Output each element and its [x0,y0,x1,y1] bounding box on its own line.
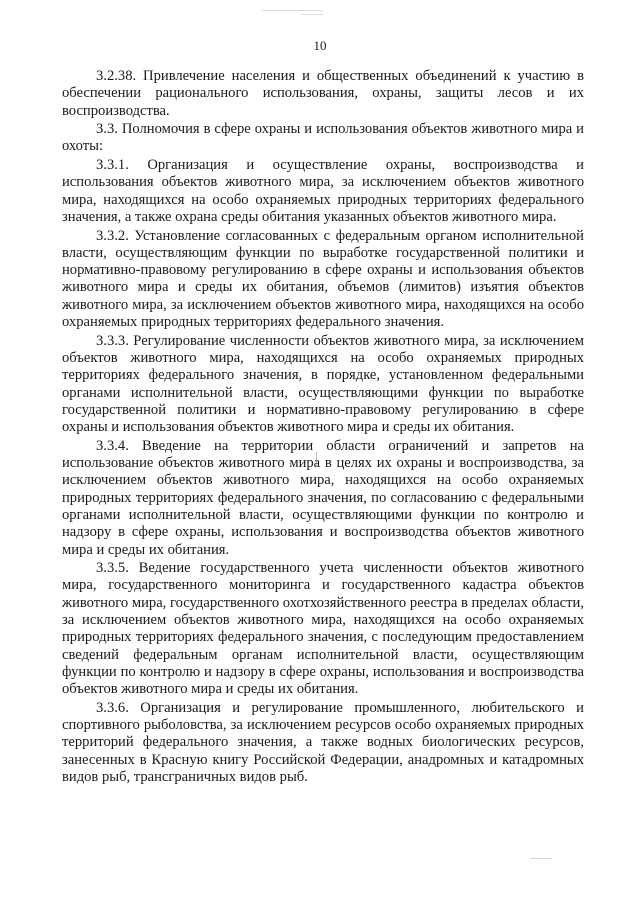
paragraph-3-2-38: 3.2.38. Привлечение населения и общественных объединений к участию в обеспечении рационального использования, охраны, защиты лесов и их воспроизводства. [62,68,584,119]
paragraph-3-3-3: 3.3.3. Регулирование численности объектов животного мира, за исключением объектов животного мира, находящихся на особо охраняемых природных территориях федерального значения, в порядке, установленном федеральными органами исполнительной власти, осуществляющими функции по выработке государственной политики и нормативно-правовому регулированию в сфере охраны и использования объектов животного мира и среды их обитания. [62,332,584,436]
document-body [62,68,584,786]
scan-speck-top [300,14,324,15]
paragraph-3-3-6: 3.3.6. Организация и регулирование промышленного, любительского и спортивного рыболовства, за исключением ресурсов особо охраняемых природных территорий федерального значения, а также водных биологических ресурсов, занесенных в Красную книгу Российской Федерации, анадромных и катадромных видов рыб, трансграничных видов рыб. [62,699,584,785]
paragraph-3-3-5: 3.3.5. Ведение государственного учета численности объектов животного мира, государственного мониторинга и государственного кадастра объектов животного мира, государственного охотхозяйственного реестра в пределах области, за исключением объектов животного мира, находящихся на особо охраняемых природных территориях федерального значения, с последующим предоставлением сведений федеральным органам исполнительной власти, осуществляющим функции по контролю и надзору в сфере охраны, использования и воспроизводства объектов животного мира и среды их обитания. [62,560,584,698]
paragraph-3-3-2: 3.3.2. Установление согласованных с федеральным органом исполнительной власти, осуществляющим функции по выработке государственной политики и нормативно-правовому регулированию в сфере охраны и использования объектов животного мира и среды их обитания, объемов (лимитов) изъятия объектов животного мира, за исключением объектов животного мира, находящихся на особо охраняемых природных территориях федерального значения. [62,227,584,331]
paragraph-3-3: 3.3. Полномочия в сфере охраны и использования объектов животного мира и охоты: [62,121,584,155]
paragraph-3-3-4: 3.3.4. Введение на территории области ограничений и запретов на использование объектов животного мира в целях их охраны и воспроизводства, за исключением объектов животного мира, находящихся на особо охраняемых природных территориях федерального значения, по согласованию с федеральными органами исполнительной власти, осуществляющими функции по контролю и надзору в сфере охраны, использования и воспроизводства объектов животного мира и среды их обитания. [62,437,584,558]
page-number: 10 [313,38,327,53]
scan-speck-bottom [530,858,552,859]
paragraph-3-3-1: 3.3.1. Организация и осуществление охраны, воспроизводства и использования объектов животного мира, за исключением объектов животного мира, находящихся на особо охраняемых природных территориях федерального значения, а также охрана среды обитания указанных объектов животного мира. [62,157,584,225]
scan-speck-top [262,10,322,11]
